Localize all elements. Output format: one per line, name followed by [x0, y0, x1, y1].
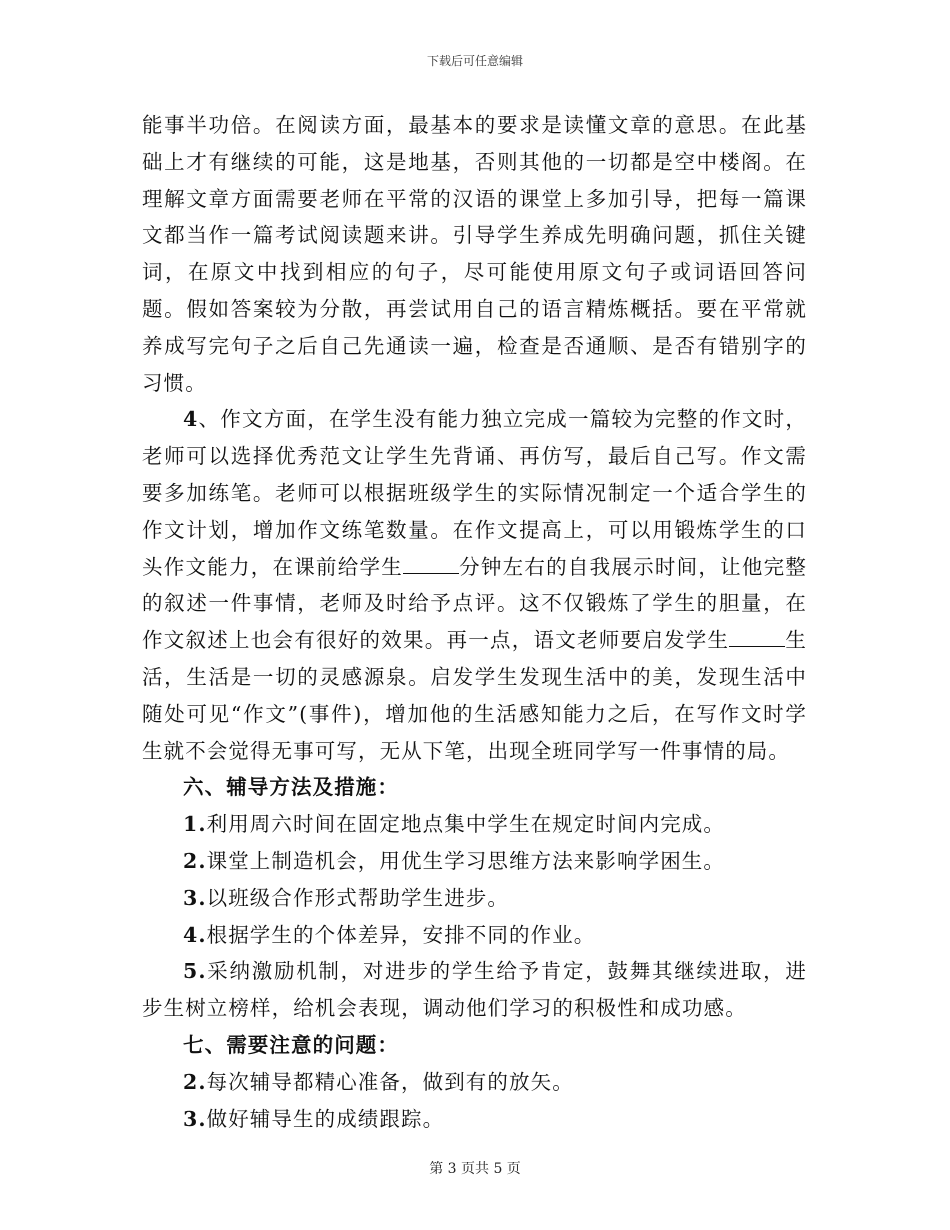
paragraph-text-part3: 生活，生活是一切的灵感源泉。启发学生发现生活中的美，发现生活中随处可见“作文”(事件)，增加他的生活感知能力之后，在写作文时学生就不会觉得无事可写，无从下笔，出现全班同学写一件事情的局。 [142, 628, 807, 763]
list-item [142, 917, 807, 954]
reading-paragraph: 能事半功倍。在阅读方面，最基本的要求是读懂文章的意思。在此基础上才有继续的可能，这是地基，否则其他的一切都是空中楼阁。在理解文章方面需要老师在平常的汉语的课堂上多加引导，把每一篇课文都当作一篇考试阅读题来讲。引导学生养成先明确问题，抓住关键词，在原文中找到相应的句子，尽可能使用原文句子或词语回答问题。假如答案较为分散，再尝试用自己的语言精炼概括。要在平常就养成写完句子之后自己先通读一遍，检查是否通顺、是否有错别字的习惯。 [142, 113, 807, 395]
item-number: 4. [183, 922, 207, 947]
paragraph-text-part1: 、作文方面，在学生没有能力独立完成一篇较为完整的作文时，老师可以选择优秀范文让学生先背诵、再仿写，最后自己写。作文需要多加练笔。老师可以根据班级学生的实际情况制定一个适合学生的作文计划，增加作文练笔数量。在作文提高上，可以用锻炼学生的口头作文能力，在课前给学生 [142, 407, 807, 579]
list-item [142, 1064, 807, 1101]
paragraph-text-part2: 分钟左右的自我展示时间，让他完整的叙述一件事情，老师及时给予点评。这不仅锻炼了学生的胆量，在作文叙述上也会有很好的效果。再一点，语文老师要启发学生 [142, 554, 807, 653]
paragraph-number: 4 [183, 407, 199, 432]
item-text: 采纳激励机制，对进步的学生给予肯定，鼓舞其继续进取，进步生树立榜样，给机会表现，调动他们学习的积极性和成功感。 [142, 959, 807, 1021]
list-item [142, 806, 807, 843]
item-text: 课堂上制造机会，用优生学习思维方法来影响学困生。 [206, 848, 726, 873]
page-footer: 第 3 页共 5 页 [429, 1161, 521, 1177]
item-number: 3. [183, 885, 207, 910]
item-text: 根据学生的个体差异，安排不同的作业。 [206, 922, 596, 947]
list-item [142, 953, 807, 1027]
fill-in-blank [729, 630, 785, 647]
list-item [142, 843, 807, 880]
section-heading-notes: 七、需要注意的问题： [183, 1032, 399, 1057]
page-header: 下载后可任意编辑 [426, 54, 523, 68]
item-number: 1. [183, 812, 207, 837]
item-text: 做好辅导生的成绩跟踪。 [206, 1106, 445, 1131]
item-number: 3. [183, 1106, 207, 1131]
item-text: 每次辅导都精心准备，做到有的放矢。 [206, 1069, 574, 1094]
item-text: 利用周六时间在固定地点集中学生在规定时间内完成。 [206, 812, 726, 837]
section-heading-methods: 六、辅导方法及措施： [183, 775, 399, 800]
item-number: 2. [183, 1069, 207, 1094]
item-number: 2. [183, 848, 207, 873]
list-item [142, 880, 807, 917]
document-body [142, 107, 807, 1137]
item-number: 5. [183, 959, 207, 984]
composition-paragraph [142, 401, 807, 769]
fill-in-blank [403, 557, 459, 574]
list-item [142, 1101, 807, 1138]
item-text: 以班级合作形式帮助学生进步。 [206, 885, 510, 910]
